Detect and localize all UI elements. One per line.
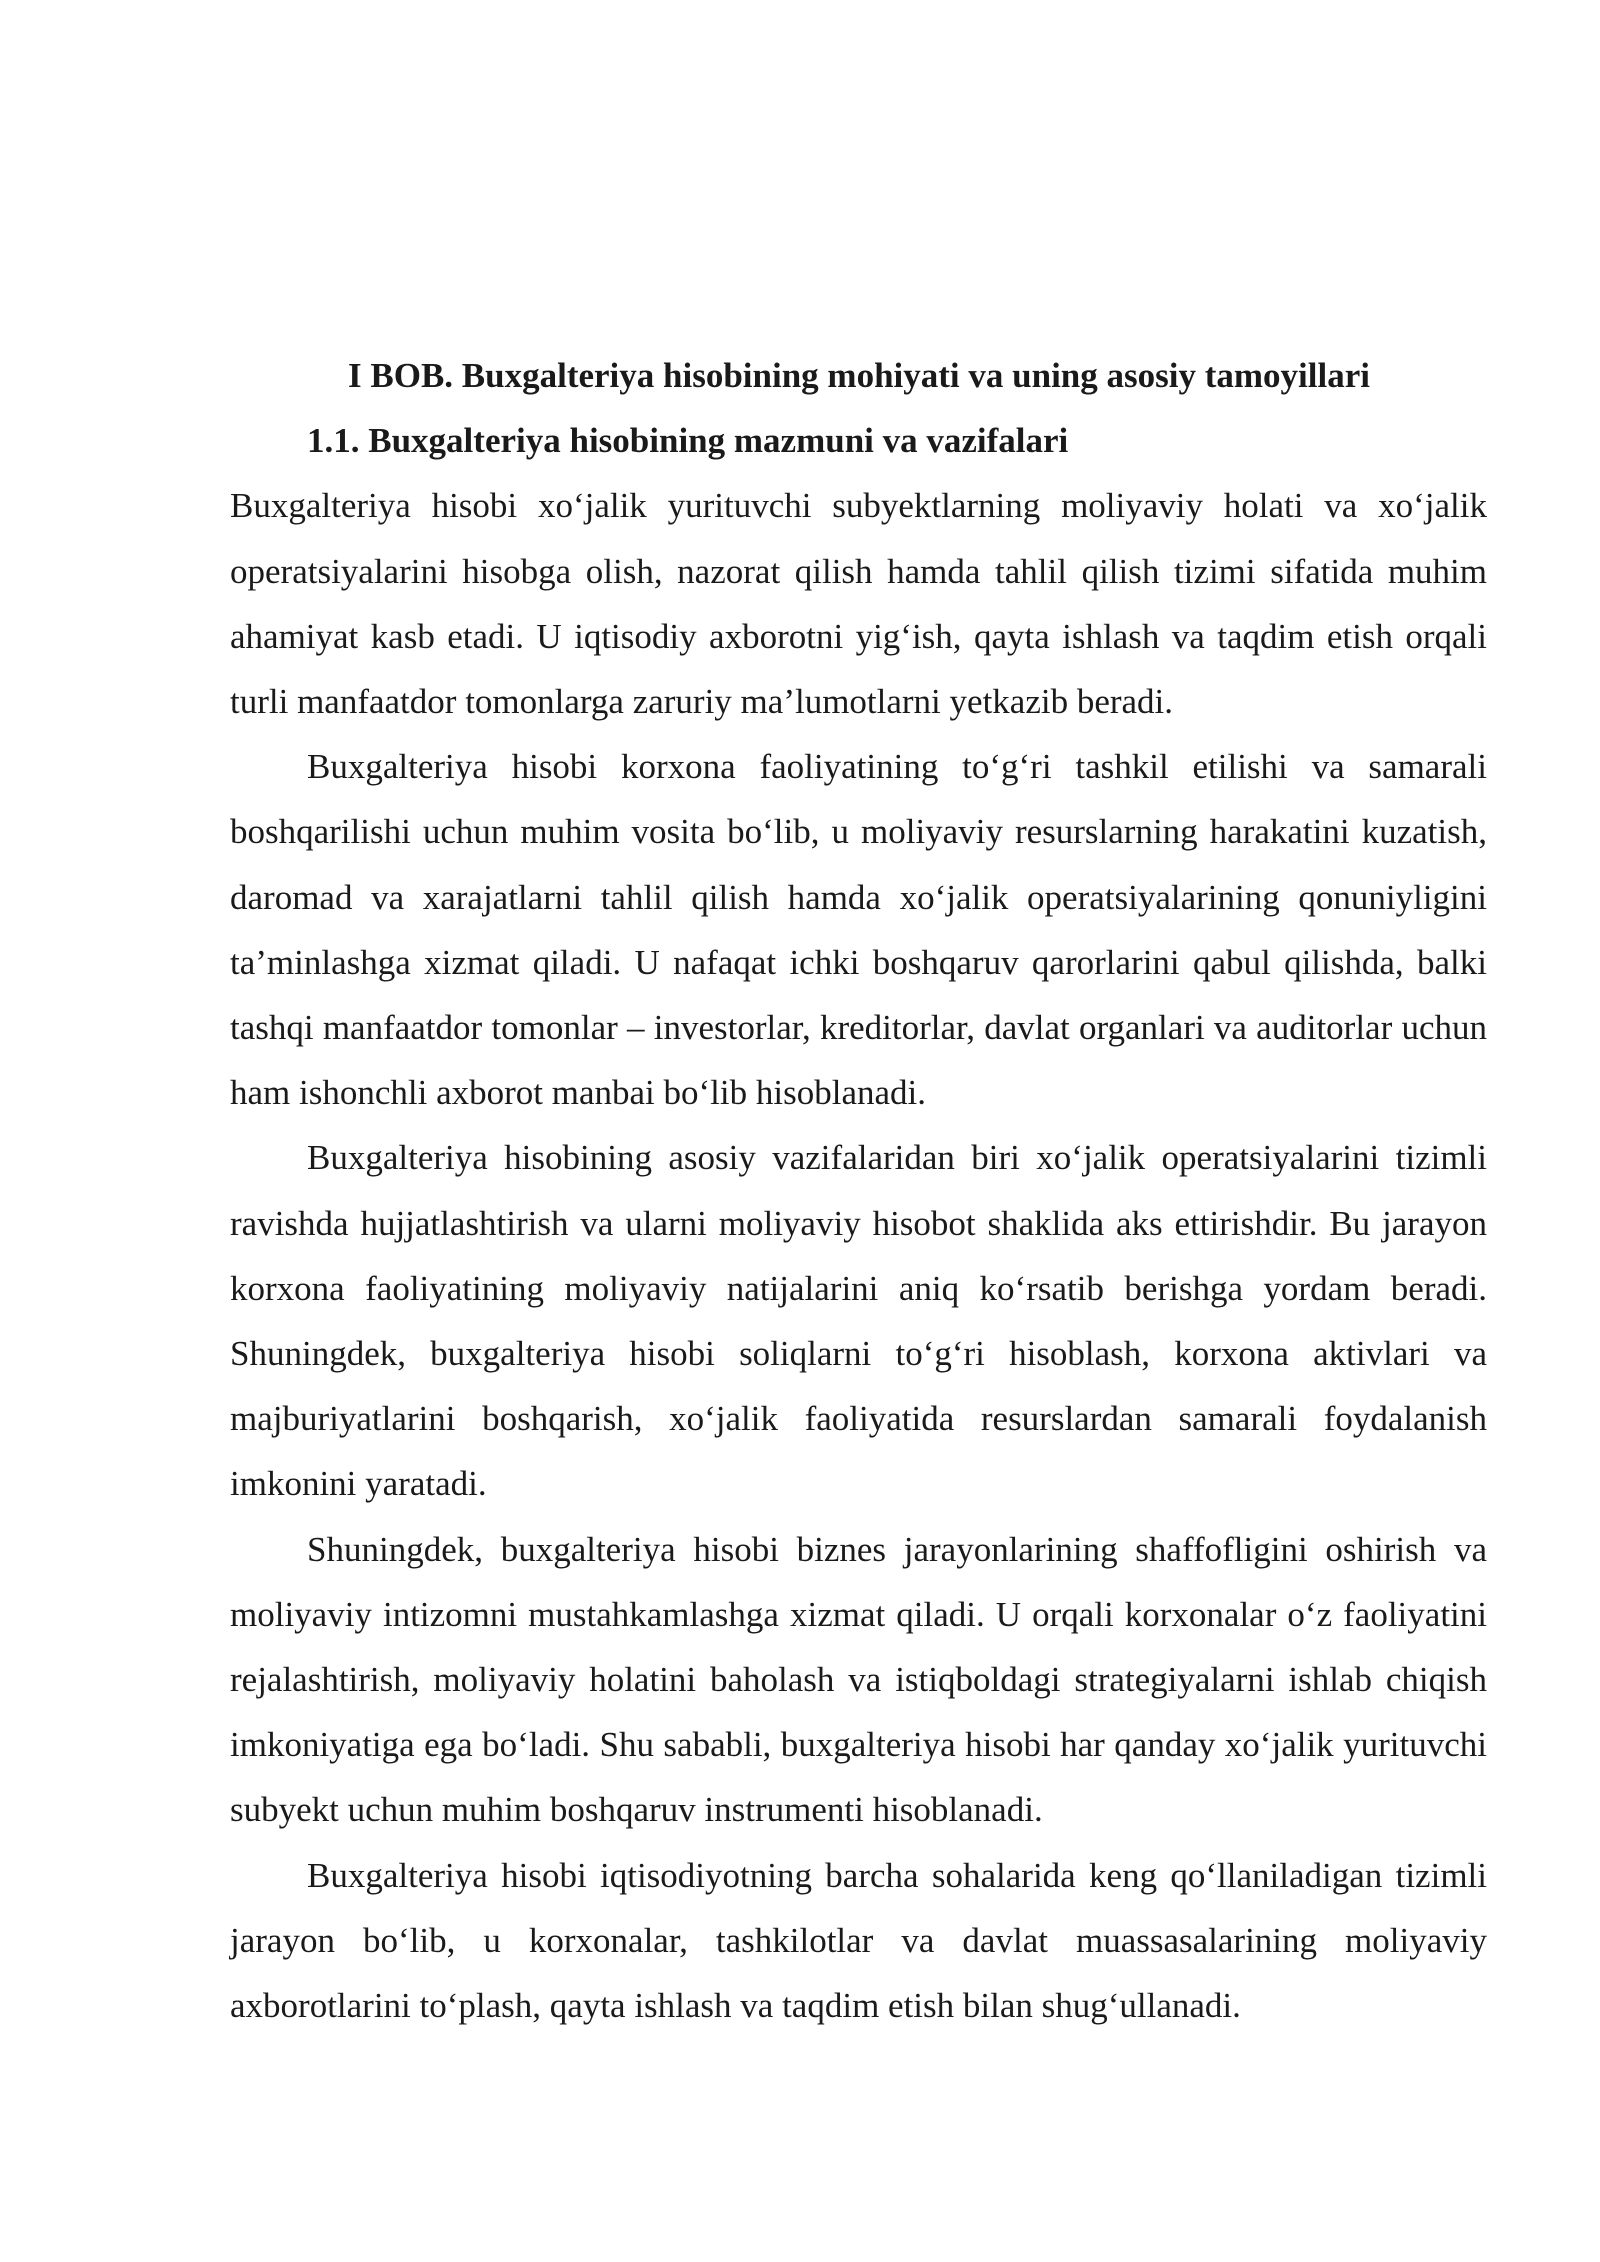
paragraph: Buxgalteriya hisobi xo‘jalik yurituvchi subyektlarning moliyaviy holati va xo‘jalik operatsiyalarini hisobga olish, nazorat qilish hamda tahlil qilish tizimi sifatida muhim ahamiyat kasb etadi. U iqtisodiy axborotni yig‘ish, qayta ishlash va taqdim etish orqali turli manfaatdor tomonlarga zaruriy ma’lumotlarni yetkazib beradi. — [230, 486, 1487, 722]
paragraph: Buxgalteriya hisobining asosiy vazifalaridan biri xo‘jalik operatsiyalarini tizimli ravishda hujjatlashtirish va ularni moliyaviy hisobot shaklida aks ettirishdir. Bu jarayon korxona faoliyatining moliyaviy natijalarini aniq ko‘rsatib berishga yordam beradi. Shuningdek, buxgalteriya hisobi soliqlarni to‘g‘ri hisoblash, korxona aktivlari va majburiyatlarini boshqarish, xo‘jalik faoliyatida resurslardan samarali foydalanish imkonini yaratadi. — [230, 1138, 1487, 1504]
paragraph: Buxgalteriya hisobi korxona faoliyatining to‘g‘ri tashkil etilishi va samarali boshqarilishi uchun muhim vosita bo‘lib, u moliyaviy resurslarning harakatini kuzatish, daromad va xarajatlarni tahlil qilish hamda xo‘jalik operatsiyalarining qonuniyligini ta’minlashga xizmat qiladi. U nafaqat ichki boshqaruv qarorlarini qabul qilishda, balki tashqi manfaatdor tomonlar – investorlar, kreditorlar, davlat organlari va auditorlar uchun ham ishonchli axborot manbai bo‘lib hisoblanadi. — [230, 747, 1487, 1113]
paragraph: Buxgalteriya hisobi iqtisodiyotning barcha sohalarida keng qo‘llaniladigan tizimli jarayon bo‘lib, u korxonalar, tashkilotlar va davlat muassasalarining moliyaviy axborotlarini to‘plash, qayta ishlash va taqdim etish bilan shug‘ullanadi. — [230, 1855, 1487, 2026]
chapter-title: I BOB. Buxgalteriya hisobining mohiyati va uning asosiy tamoyillari — [348, 356, 1370, 395]
paragraph: Shuningdek, buxgalteriya hisobi biznes jarayonlarining shaffofligini oshirish va moliyaviy intizomni mustahkamlashga xizmat qiladi. U orqali korxonalar o‘z faoliyatini rejalashtirish, moliyaviy holatini baholash va istiqboldagi strategiyalarni ishlab chiqish imkoniyatiga ega bo‘ladi. Shu sababli, buxgalteriya hisobi har qanday xo‘jalik yurituvchi subyekt uchun muhim boshqaruv instrumenti hisoblanadi. — [230, 1529, 1487, 1830]
section-title: 1.1. Buxgalteriya hisobining mazmuni va vazifalari — [307, 421, 1069, 461]
page-content — [230, 343, 1487, 2038]
